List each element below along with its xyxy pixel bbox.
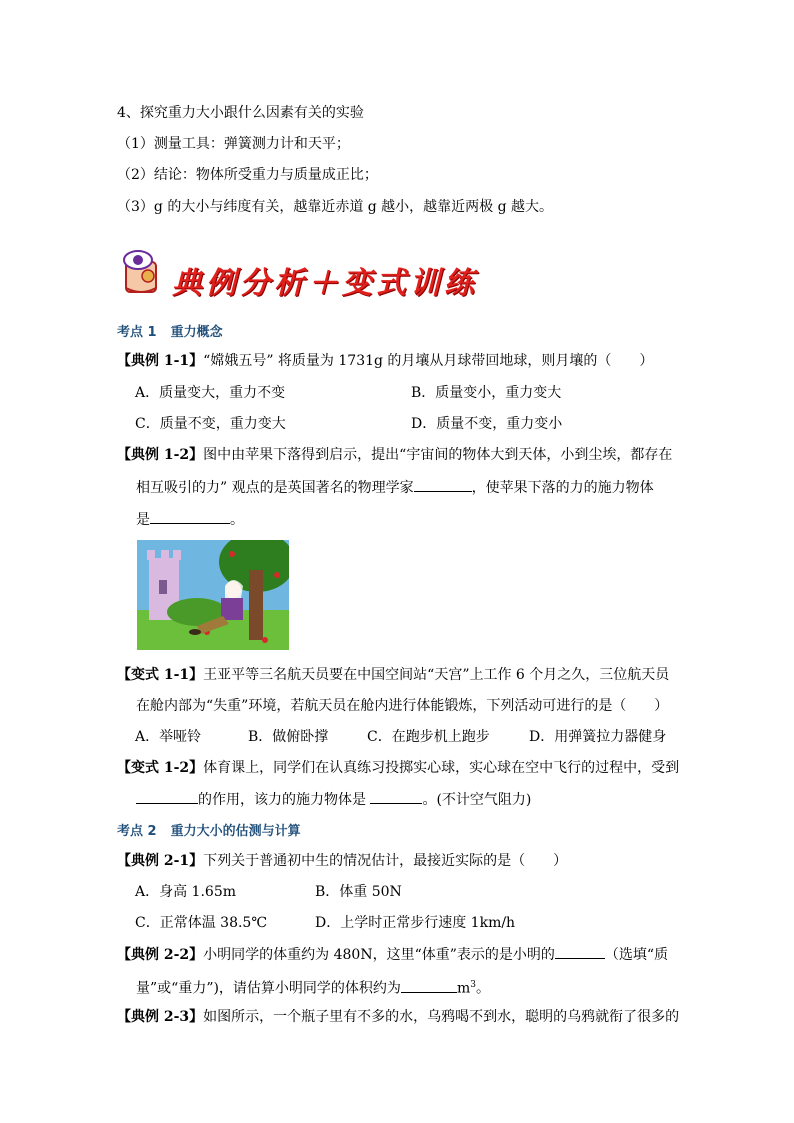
question-text: 王亚平等三名航天员要在中国空间站“天宫”上工作 6 个月之久，三位航天员: [203, 667, 670, 683]
question-1-2-line-1: [117, 445, 672, 465]
newton-apple-tree-illustration: [137, 540, 289, 650]
answer-blank[interactable]: [150, 509, 230, 524]
answer-blank[interactable]: [401, 978, 457, 993]
question-text: 小明同学的体重约为 480N，这里“体重”表示的是小明的: [203, 947, 555, 963]
option-d: D．用弹簧拉力器健身: [529, 729, 667, 745]
variant-1-1-line-2: 在舱内部为“失重”环境，若航天员在舱内进行体能锻炼，下列活动可进行的是（ ）: [136, 698, 669, 714]
question-tag: 【变式 1-2】: [117, 760, 204, 776]
kaodian-title: 重力大小的估测与计算: [170, 824, 301, 839]
option-c: C．在跑步机上跑步: [367, 729, 490, 745]
option-c: C．质量不变，重力变大: [135, 416, 286, 432]
variant-1-1-line-1: [117, 665, 669, 685]
question-text: ，使苹果下落的力的施力物体: [471, 480, 654, 496]
unit-exponent: 3: [470, 980, 476, 990]
banner-title: 典例分析＋变式训练: [172, 266, 478, 301]
variant-1-2-line-2: [136, 789, 531, 810]
question-text: “嫦娥五号” 将质量为 1731g 的月壤从月球带回地球，则月壤的（ ）: [203, 353, 654, 369]
option-b: B．做俯卧撑: [248, 729, 329, 745]
kaodian-title: 重力概念: [170, 325, 223, 340]
question-text: 图中由苹果下落得到启示，提出“宇宙间的物体大到天体，小到尘埃，都存在: [203, 447, 673, 463]
kaodian-label: 考点 2: [117, 824, 157, 839]
question-2-2-line-1: [117, 944, 668, 965]
answer-blank[interactable]: [136, 789, 198, 804]
question-text: 。: [475, 980, 490, 997]
question-1-2-line-2: [136, 477, 654, 498]
question-tag: 【变式 1-1】: [117, 667, 204, 683]
question-text: 下列关于普通初中生的情况估计，最接近实际的是（ ）: [203, 853, 568, 869]
option-b: B．体重 50N: [315, 884, 402, 900]
option-b: B．质量变小，重力变大: [411, 385, 562, 401]
question-tag: 【典例 2-1】: [117, 853, 204, 869]
option-d: D．上学时正常步行速度 1km/h: [315, 915, 516, 931]
question-tag: 【典例 1-2】: [117, 447, 204, 463]
question-text: 的作用，该力的施力物体是: [198, 792, 371, 808]
question-text: （选填“质: [604, 947, 669, 963]
variant-1-2-line-1: [117, 758, 679, 778]
question-text: 。: [230, 512, 244, 528]
intro-item-1: （1）测量工具：弹簧测力计和天平；: [117, 136, 350, 152]
option-c: C．正常体温 38.5℃: [135, 915, 267, 931]
question-text: 。(不计空气阻力): [422, 792, 532, 808]
question-text: 如图所示，一个瓶子里有不多的水，乌鸦喝不到水，聪明的乌鸦就衔了很多的: [203, 1009, 680, 1025]
option-a: A．质量变大，重力不变: [135, 385, 286, 401]
option-a: A．举哑铃: [135, 729, 202, 745]
intro-item-2: （2）结论：物体所受重力与质量成正比；: [117, 167, 378, 183]
kaodian-1-heading: [117, 321, 237, 340]
question-2-3-line-1: [117, 1007, 679, 1027]
question-2-2-line-2: [136, 975, 490, 999]
question-1-2-line-3: [136, 509, 244, 530]
question-text: 量”或“重力”)，请估算小明同学的体积约为: [136, 980, 401, 997]
option-a: A．身高 1.65m: [135, 884, 237, 900]
question-tag: 【典例 2-2】: [117, 947, 204, 963]
question-text: 体育课上，同学们在认真练习投掷实心球，实心球在空中飞行的过程中，受到: [203, 760, 680, 776]
answer-blank[interactable]: [414, 477, 472, 492]
kaodian-2-heading: [117, 820, 315, 839]
question-tag: 【典例 1-1】: [117, 353, 204, 369]
question-text: 相互吸引的力” 观点的是英国著名的物理学家: [136, 480, 414, 496]
question-tag: 【典例 2-3】: [117, 1009, 204, 1025]
answer-blank[interactable]: [555, 944, 605, 959]
question-2-1: [117, 851, 567, 871]
magnifier-book-icon: [118, 248, 164, 296]
question-1-1: [117, 351, 653, 371]
kaodian-label: 考点 1: [117, 325, 157, 340]
question-text: 是: [136, 512, 150, 528]
answer-blank[interactable]: [370, 789, 422, 804]
unit-text: m: [456, 980, 471, 997]
section-heading: 4、探究重力大小跟什么因素有关的实验: [117, 105, 364, 121]
intro-item-3: （3）g 的大小与纬度有关，越靠近赤道 g 越小，越靠近两极 g 越大。: [117, 199, 554, 215]
option-d: D．质量不变，重力变小: [411, 416, 563, 432]
